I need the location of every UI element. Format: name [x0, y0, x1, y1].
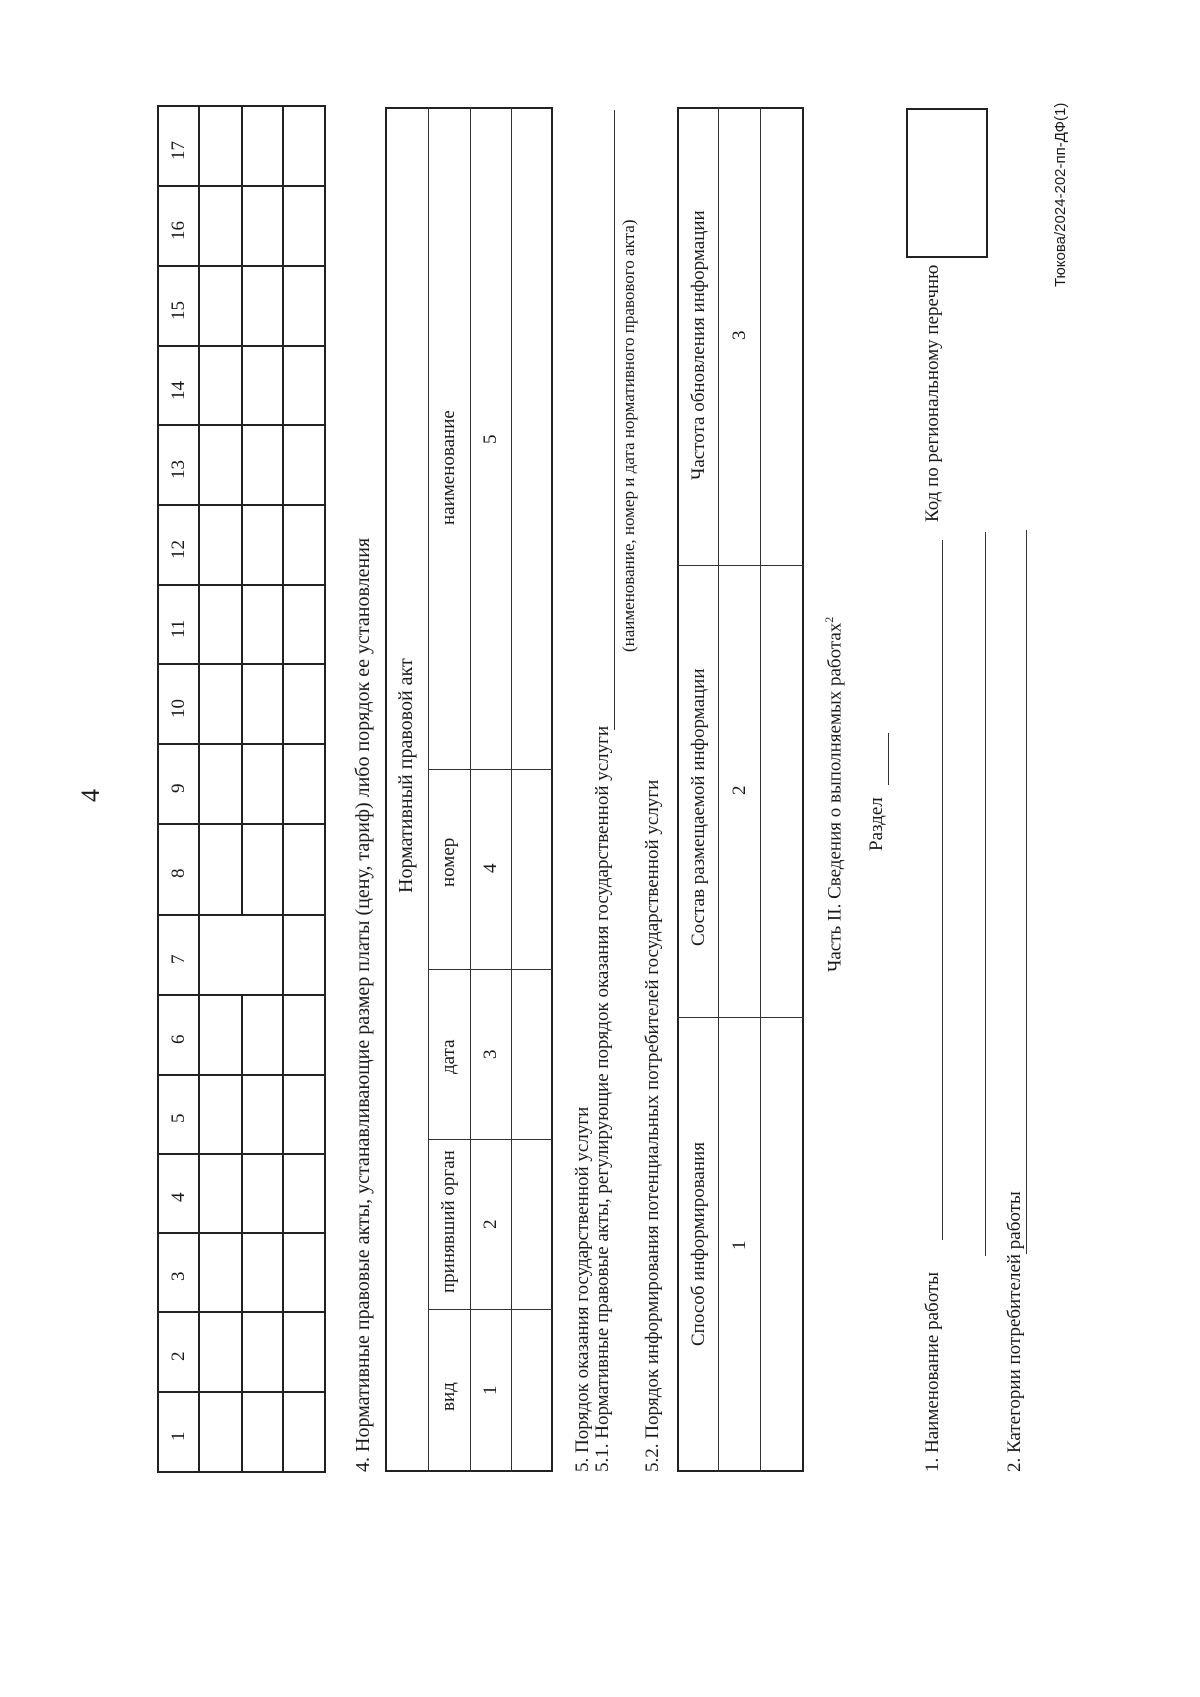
colnum-1: 1	[480, 1385, 501, 1395]
section5-1-text: 5.1. Нормативные правовые акты, регулирующие порядок оказания государственной услуги	[592, 725, 613, 1472]
col-number: 4	[168, 1192, 189, 1202]
header-date: дата	[438, 1039, 459, 1074]
col-number: 17	[168, 141, 189, 160]
item1-label: 1. Наименование работы	[922, 1271, 943, 1472]
section5-2-text: 5.2. Порядок информирования потенциальных потребителей государственной услуги	[642, 779, 663, 1472]
col-number: 11	[168, 619, 189, 638]
col-number: 10	[168, 699, 189, 718]
colnum-2: 2	[729, 785, 750, 795]
code-label: Код по региональному перечню	[922, 264, 943, 522]
col-number: 2	[168, 1351, 189, 1361]
col-number: 13	[168, 460, 189, 479]
footnote-mark: 2	[822, 616, 836, 623]
col-number: 14	[168, 381, 189, 400]
col-number: 9	[168, 783, 189, 793]
table-title: Нормативный правовой акт	[395, 658, 417, 893]
col-number: 12	[168, 540, 189, 559]
header-vid: вид	[438, 1382, 459, 1411]
item2-label: 2. Категории потребителей работы	[1004, 1191, 1025, 1472]
colnum-2: 2	[480, 1219, 501, 1229]
col-number: 7	[168, 954, 189, 964]
col-number: 16	[168, 221, 189, 240]
header-number: номер	[438, 837, 459, 887]
col-number: 1	[168, 1431, 189, 1441]
header-frequency: Частота обновления информации	[688, 210, 709, 480]
section5-1-caption: (наименование, номер и дата нормативного правового акта)	[619, 219, 638, 652]
colnum-5: 5	[480, 434, 501, 444]
section4-heading: 4. Нормативные правовые акты, устанавливающие размер платы (цену, тариф) либо порядок ее установления	[352, 537, 374, 1472]
header-method: Способ информирования	[688, 1142, 709, 1346]
colnum-3: 3	[480, 1049, 501, 1059]
section-label: Раздел	[866, 797, 887, 851]
header-name: наименование	[438, 410, 459, 525]
col-number: 15	[168, 301, 189, 320]
col-number: 5	[168, 1113, 189, 1123]
header-organ: принявший орган	[438, 1150, 459, 1293]
part2-title-text: Часть II. Сведения о выполняемых работах	[824, 622, 846, 972]
col-number: 6	[168, 1034, 189, 1044]
colnum-4: 4	[480, 863, 501, 873]
colnum-3: 3	[729, 330, 750, 340]
header-content: Состав размещаемой информации	[688, 668, 709, 946]
page-number: 4	[76, 789, 105, 802]
colnum-1: 1	[729, 1240, 750, 1250]
part2-title	[822, 617, 846, 972]
code-box	[906, 108, 988, 258]
section5-heading: 5. Порядок оказания государственной услуги	[572, 1106, 593, 1472]
footer-code: Тюкова/2024-202-пп-ДФ(1)	[1052, 102, 1069, 287]
col-number: 3	[168, 1271, 189, 1281]
col-number: 8	[168, 868, 189, 878]
